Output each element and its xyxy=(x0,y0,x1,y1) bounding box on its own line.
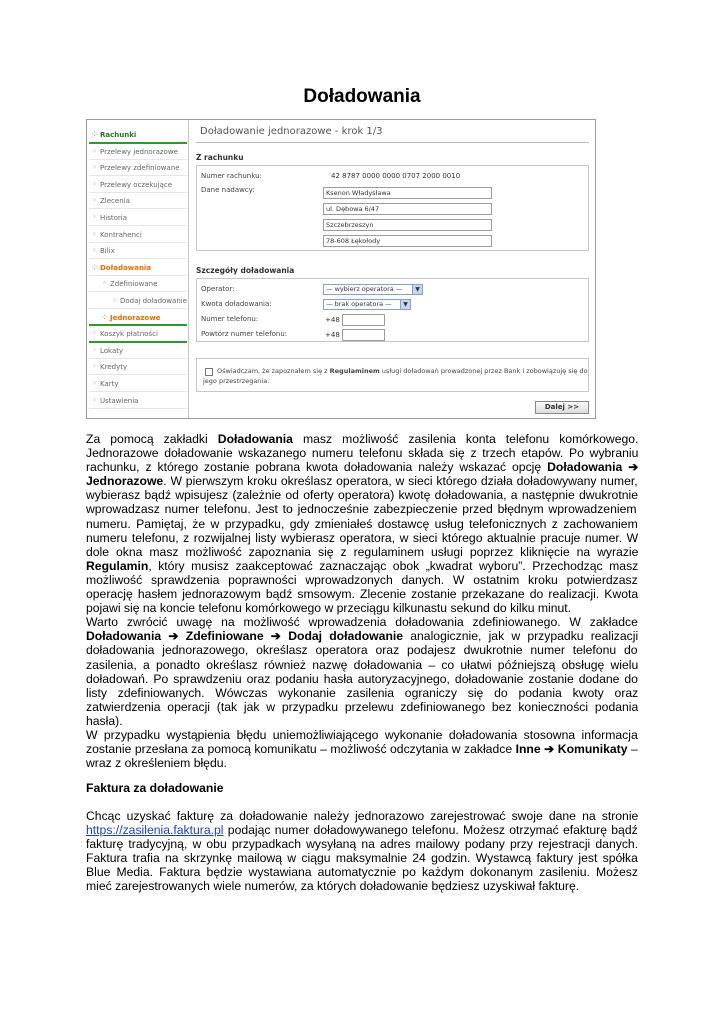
text-segment: mieć zarejestrowanych wiele numerów, za których doładowanie będziesz uzyskiwał fakturę. xyxy=(86,879,580,894)
text-segment: hasła). xyxy=(86,713,123,728)
sidebar-item-label: Przelewy zdefiniowane xyxy=(100,164,180,173)
bullet-icon: ⁘ xyxy=(92,214,98,221)
sidebar-item-label: Ustawienia xyxy=(100,396,139,405)
text-segment: możliwość sprawdzenia poprawności wprowadzonych danych. W ostatnim kroku potwierdzasz xyxy=(86,572,638,587)
text-segment: zasilenia, a ponadto określasz również nazwę doładowania – co ułatwi późniejszą obsługę wielu xyxy=(86,657,639,672)
text-line xyxy=(86,756,638,770)
text-segment: zostanie przesłana za pomocą komunikatu – możliwość odczytania w zakładce xyxy=(86,742,516,757)
sidebar-item-label: Kredyty xyxy=(100,363,128,372)
account-number-value: 42 8787 0000 0000 0707 2000 0010 xyxy=(331,172,461,180)
terms-link[interactable]: Regulaminem xyxy=(329,367,380,375)
bullet-icon: ⁘ xyxy=(92,230,98,238)
chevron-down-icon: ▼ xyxy=(400,300,410,309)
sidebar-item-label: Rachunki xyxy=(100,131,137,139)
bullet-icon: ⁘ xyxy=(92,180,98,188)
phone-repeat-label: Powtórz numer telefonu: xyxy=(201,330,288,338)
text-line xyxy=(86,502,638,516)
phone-label: Numer telefonu: xyxy=(201,315,259,323)
text-line xyxy=(86,446,638,460)
text-line xyxy=(86,643,638,657)
sidebar-item[interactable] xyxy=(89,127,187,143)
bullet-icon: ⁘ xyxy=(102,280,108,288)
sidebar-item[interactable] xyxy=(89,144,187,160)
bullet-icon: ⁘ xyxy=(92,263,98,271)
text-line xyxy=(86,629,638,643)
sidebar-item-label: Przelewy jednorazowe xyxy=(100,147,178,156)
sidebar-item-label: Jednorazowe xyxy=(110,313,161,322)
sidebar-item[interactable] xyxy=(89,393,187,409)
bullet-icon: ⁘ xyxy=(92,396,98,404)
text-segment: fakturę tradycyjną, w obu przypadkach wysyłaną na adres mailowy podany przy rejestracji danych. xyxy=(86,837,639,852)
phone-prefix: +48 xyxy=(325,316,340,324)
text-line xyxy=(86,728,638,742)
bullet-icon: ⁘ xyxy=(92,363,98,371)
bold-text: Jednorazowe xyxy=(86,474,164,489)
text-line xyxy=(86,460,638,474)
text-segment: zatwierdzenia operacji (tak jak w przypadku przelewu zdefiniowanego bez konieczności podania xyxy=(86,699,639,714)
sidebar-item-label: Historia xyxy=(100,214,127,222)
text-segment: listy zdefiniowanych. Wówczas wykonanie zasilenia ograniczy się do podania kwoty oraz xyxy=(86,685,639,700)
sidebar-item[interactable] xyxy=(89,276,187,292)
text-segment: doładowania jednorazowego, określasz operatora oraz podajesz dwukrotnie numer telefonu do xyxy=(86,643,638,658)
sidebar-menu xyxy=(87,120,189,418)
faktura-link[interactable]: https://zasilenia.faktura.pl xyxy=(86,823,224,838)
account-number-label: Numer rachunku: xyxy=(201,172,262,180)
sidebar-item[interactable] xyxy=(89,343,187,359)
text-line xyxy=(86,686,638,700)
bold-text: Doładowania ➔ xyxy=(547,460,639,475)
text-line xyxy=(86,545,638,559)
declaration-box xyxy=(196,358,589,392)
bullet-icon: ⁘ xyxy=(92,197,98,205)
text-line xyxy=(86,517,638,531)
form-screenshot xyxy=(86,119,596,419)
text-line xyxy=(86,823,638,837)
next-button[interactable]: Dalej >> xyxy=(535,401,589,414)
bold-text: Regulamin xyxy=(86,558,149,573)
operator-select[interactable] xyxy=(323,284,423,295)
sidebar-item[interactable] xyxy=(89,160,187,176)
separator-line xyxy=(89,341,187,343)
text-segment: masz możliwość zasilenia konta telefonu komórkowego. xyxy=(292,432,639,446)
phone-input[interactable] xyxy=(342,314,385,326)
text-segment: Faktura trafia na skrzynkę mailową w ciągu maksymalnie 24 godzin. Wystawcą faktury jest spółka xyxy=(86,851,638,866)
text-line xyxy=(86,432,638,446)
amount-select-value: — brak operatora — xyxy=(326,300,392,308)
document-title: Doładowania xyxy=(303,86,421,107)
declaration-text: Oświadczam, że zapoznałem się z Regulaminem usługi doładowań prowadzonej przez Bank i zobowiązuję się do jego przestrzegania. xyxy=(203,367,588,385)
bold-text: Inne ➔ Komunikaty xyxy=(515,742,628,757)
sender-city-input[interactable]: Szczebrzeszyn xyxy=(323,219,492,231)
separator-line xyxy=(89,142,187,144)
sidebar-item-label: Przelewy oczekujące xyxy=(100,180,173,189)
text-segment: Jednorazowe doładowanie wskazanego numeru telefonu składa się z trzech etapów. Po wybraniu xyxy=(86,446,639,461)
sidebar-item[interactable] xyxy=(89,243,187,259)
text-line xyxy=(86,714,638,728)
sidebar-item-label: Lokaty xyxy=(100,346,124,355)
from-account-box xyxy=(196,165,589,251)
sidebar-item[interactable] xyxy=(89,293,187,309)
sidebar-item[interactable] xyxy=(89,376,187,392)
sidebar-item-label: Koszyk płatności xyxy=(100,330,158,339)
bullet-icon: ⁘ xyxy=(92,330,98,338)
text-line xyxy=(86,672,638,686)
sender-label: Dane nadawcy: xyxy=(201,186,255,194)
text-line xyxy=(86,658,638,672)
sidebar-item[interactable] xyxy=(89,326,187,342)
bullet-icon: ⁘ xyxy=(92,164,98,172)
details-box xyxy=(196,278,589,342)
text-line xyxy=(86,879,638,893)
sidebar-item[interactable] xyxy=(89,210,187,226)
form-heading: Doładowanie jednorazowe - krok 1/3 xyxy=(200,126,383,137)
text-segment: wybierasz bądź wpisujesz (zależnie od oferty operatora) kwotę doładowania, a następnie dwukrotnie xyxy=(86,488,638,503)
text-segment: podając numer doładowywanego telefonu. Możesz otrzymać efakturę bądź xyxy=(223,823,638,838)
text-segment: dole okna masz możliwość zapoznania się z regulaminem usługi poprzez kliknięcie na wyrazie xyxy=(86,544,639,559)
text-segment: analogicznie, jak w przypadku realizacji xyxy=(403,629,639,644)
sidebar-item[interactable] xyxy=(89,193,187,209)
amount-select[interactable] xyxy=(323,299,411,310)
text-segment: Za pomocą zakładki xyxy=(86,432,218,446)
text-line xyxy=(86,837,638,851)
text-segment: rachunku, z którego zostanie pobrana kwota doładowania należy wskazać opcję xyxy=(86,460,548,475)
separator-line xyxy=(89,324,187,326)
bold-text: Doładowania ➔ Zdefiniowane ➔ Dodaj doładowanie xyxy=(86,629,404,644)
phone-repeat-input[interactable] xyxy=(342,329,385,341)
bullet-icon: ⁘ xyxy=(92,346,98,354)
text-segment: , który musisz zaakceptować zaznaczając obok „kwadrat wyboru”. Przechodząc masz xyxy=(148,558,639,573)
text-line xyxy=(86,851,638,865)
text-segment: . W pierwszym kroku określasz operatora, w sieci którego działa doładowywany numer, xyxy=(163,474,638,489)
sidebar-item-label: Kontrahenci xyxy=(100,230,142,239)
sender-name-input[interactable]: Ksenon Władysława xyxy=(323,187,492,199)
text-segment: numeru telefonu, z rozwijalnej listy wybierasz operatora, w sieci którego aktualnie pracuje numer. W xyxy=(86,530,639,545)
text-segment: Blue Media. Faktura będzie wystawiana automatycznie po każdym dokonanym zasileniu. Możesz xyxy=(86,865,638,880)
bold-text: Doładowania xyxy=(217,432,293,446)
sender-street-input[interactable]: ul. Dębowa 6/47 xyxy=(323,203,492,215)
text-line xyxy=(86,601,638,615)
sidebar-item[interactable] xyxy=(89,260,187,276)
text-segment: – xyxy=(627,742,638,757)
text-line xyxy=(86,700,638,714)
bullet-icon: ⁘ xyxy=(92,147,98,155)
sidebar-item[interactable] xyxy=(89,177,187,193)
paragraph-main xyxy=(86,432,638,770)
sidebar-item-label: Bilix xyxy=(100,247,115,256)
text-segment: Chcąc uzyskać fakturę za doładowanie należy jednorazowo zarejestrować swoje dane na stronie xyxy=(86,809,639,823)
bullet-icon: ⁘ xyxy=(92,247,98,255)
sender-postcode-input[interactable]: 78-608 Łękołody xyxy=(323,235,492,247)
operator-label: Operator: xyxy=(201,285,235,293)
form-panel xyxy=(190,120,595,418)
bullet-icon: ⁘ xyxy=(112,297,118,304)
bullet-icon: ⁘ xyxy=(92,131,98,138)
text-line xyxy=(86,809,638,823)
text-segment: wprowadzasz numer telefonu. Jest to jednocześnie zabezpieczenie przed błędnym wprowadzeniem xyxy=(86,502,637,517)
sidebar-item-label: Karty xyxy=(100,380,119,388)
sidebar-item-label: Zlecenia xyxy=(100,197,130,206)
text-line xyxy=(86,865,638,879)
text-segment: doładowań. Po sprawdzeniu oraz podaniu hasła autoryzacyjnego, doładowanie zostanie dodane do xyxy=(86,671,638,686)
invoice-heading: Faktura za doładowanie xyxy=(86,781,224,795)
text-line xyxy=(86,742,638,756)
text-line xyxy=(86,531,638,545)
sidebar-item-label: Dodaj doładowanie xyxy=(120,297,187,305)
phone-repeat-prefix: +48 xyxy=(325,331,340,339)
bullet-icon: ⁘ xyxy=(102,313,108,321)
text-line xyxy=(86,559,638,573)
text-segment: W przypadku wystąpienia błędu uniemożliwiającego wykonanie doładowania stosowna informacja xyxy=(86,727,638,742)
sidebar-item[interactable] xyxy=(89,310,187,326)
text-line xyxy=(86,488,638,502)
bullet-icon: ⁘ xyxy=(92,380,98,387)
sidebar-item[interactable] xyxy=(89,359,187,375)
sidebar-item[interactable] xyxy=(89,227,187,243)
sidebar-item-label: Zdefiniowane xyxy=(110,280,158,289)
operator-select-value: — wybierz operatora — xyxy=(326,285,403,293)
text-segment: wraz z określeniem błędu. xyxy=(86,756,227,771)
paragraph-invoice xyxy=(86,809,638,894)
amount-label: Kwota doładowania: xyxy=(201,300,272,308)
text-segment: Warto zwrócić uwagę na możliwość wprowadzenia doładowania zdefiniowanego. W zakładce xyxy=(86,615,638,630)
chevron-down-icon: ▼ xyxy=(412,285,422,294)
text-segment: operację hasłem jednorazowym bądź smsowym. Zlecenie zostanie przekazane do realizacji. Kwota xyxy=(86,587,639,602)
details-title: Szczegóły doładowania xyxy=(196,266,295,275)
divider xyxy=(196,142,589,143)
text-line xyxy=(86,587,638,601)
text-segment: pojawi się na koncie telefonu komórkowego w przeciągu kilkunastu sekund do kilku minut. xyxy=(86,601,572,616)
text-line xyxy=(86,573,638,587)
text-line xyxy=(86,474,638,488)
text-line xyxy=(86,615,638,629)
text-segment: numeru. Pamiętaj, że w przypadku, gdy zmieniałeś dostawcę usług telefonicznych z zachowaniem xyxy=(86,516,638,531)
sidebar-item-label: Doładowania xyxy=(100,263,152,272)
from-account-title: Z rachunku xyxy=(196,153,244,162)
